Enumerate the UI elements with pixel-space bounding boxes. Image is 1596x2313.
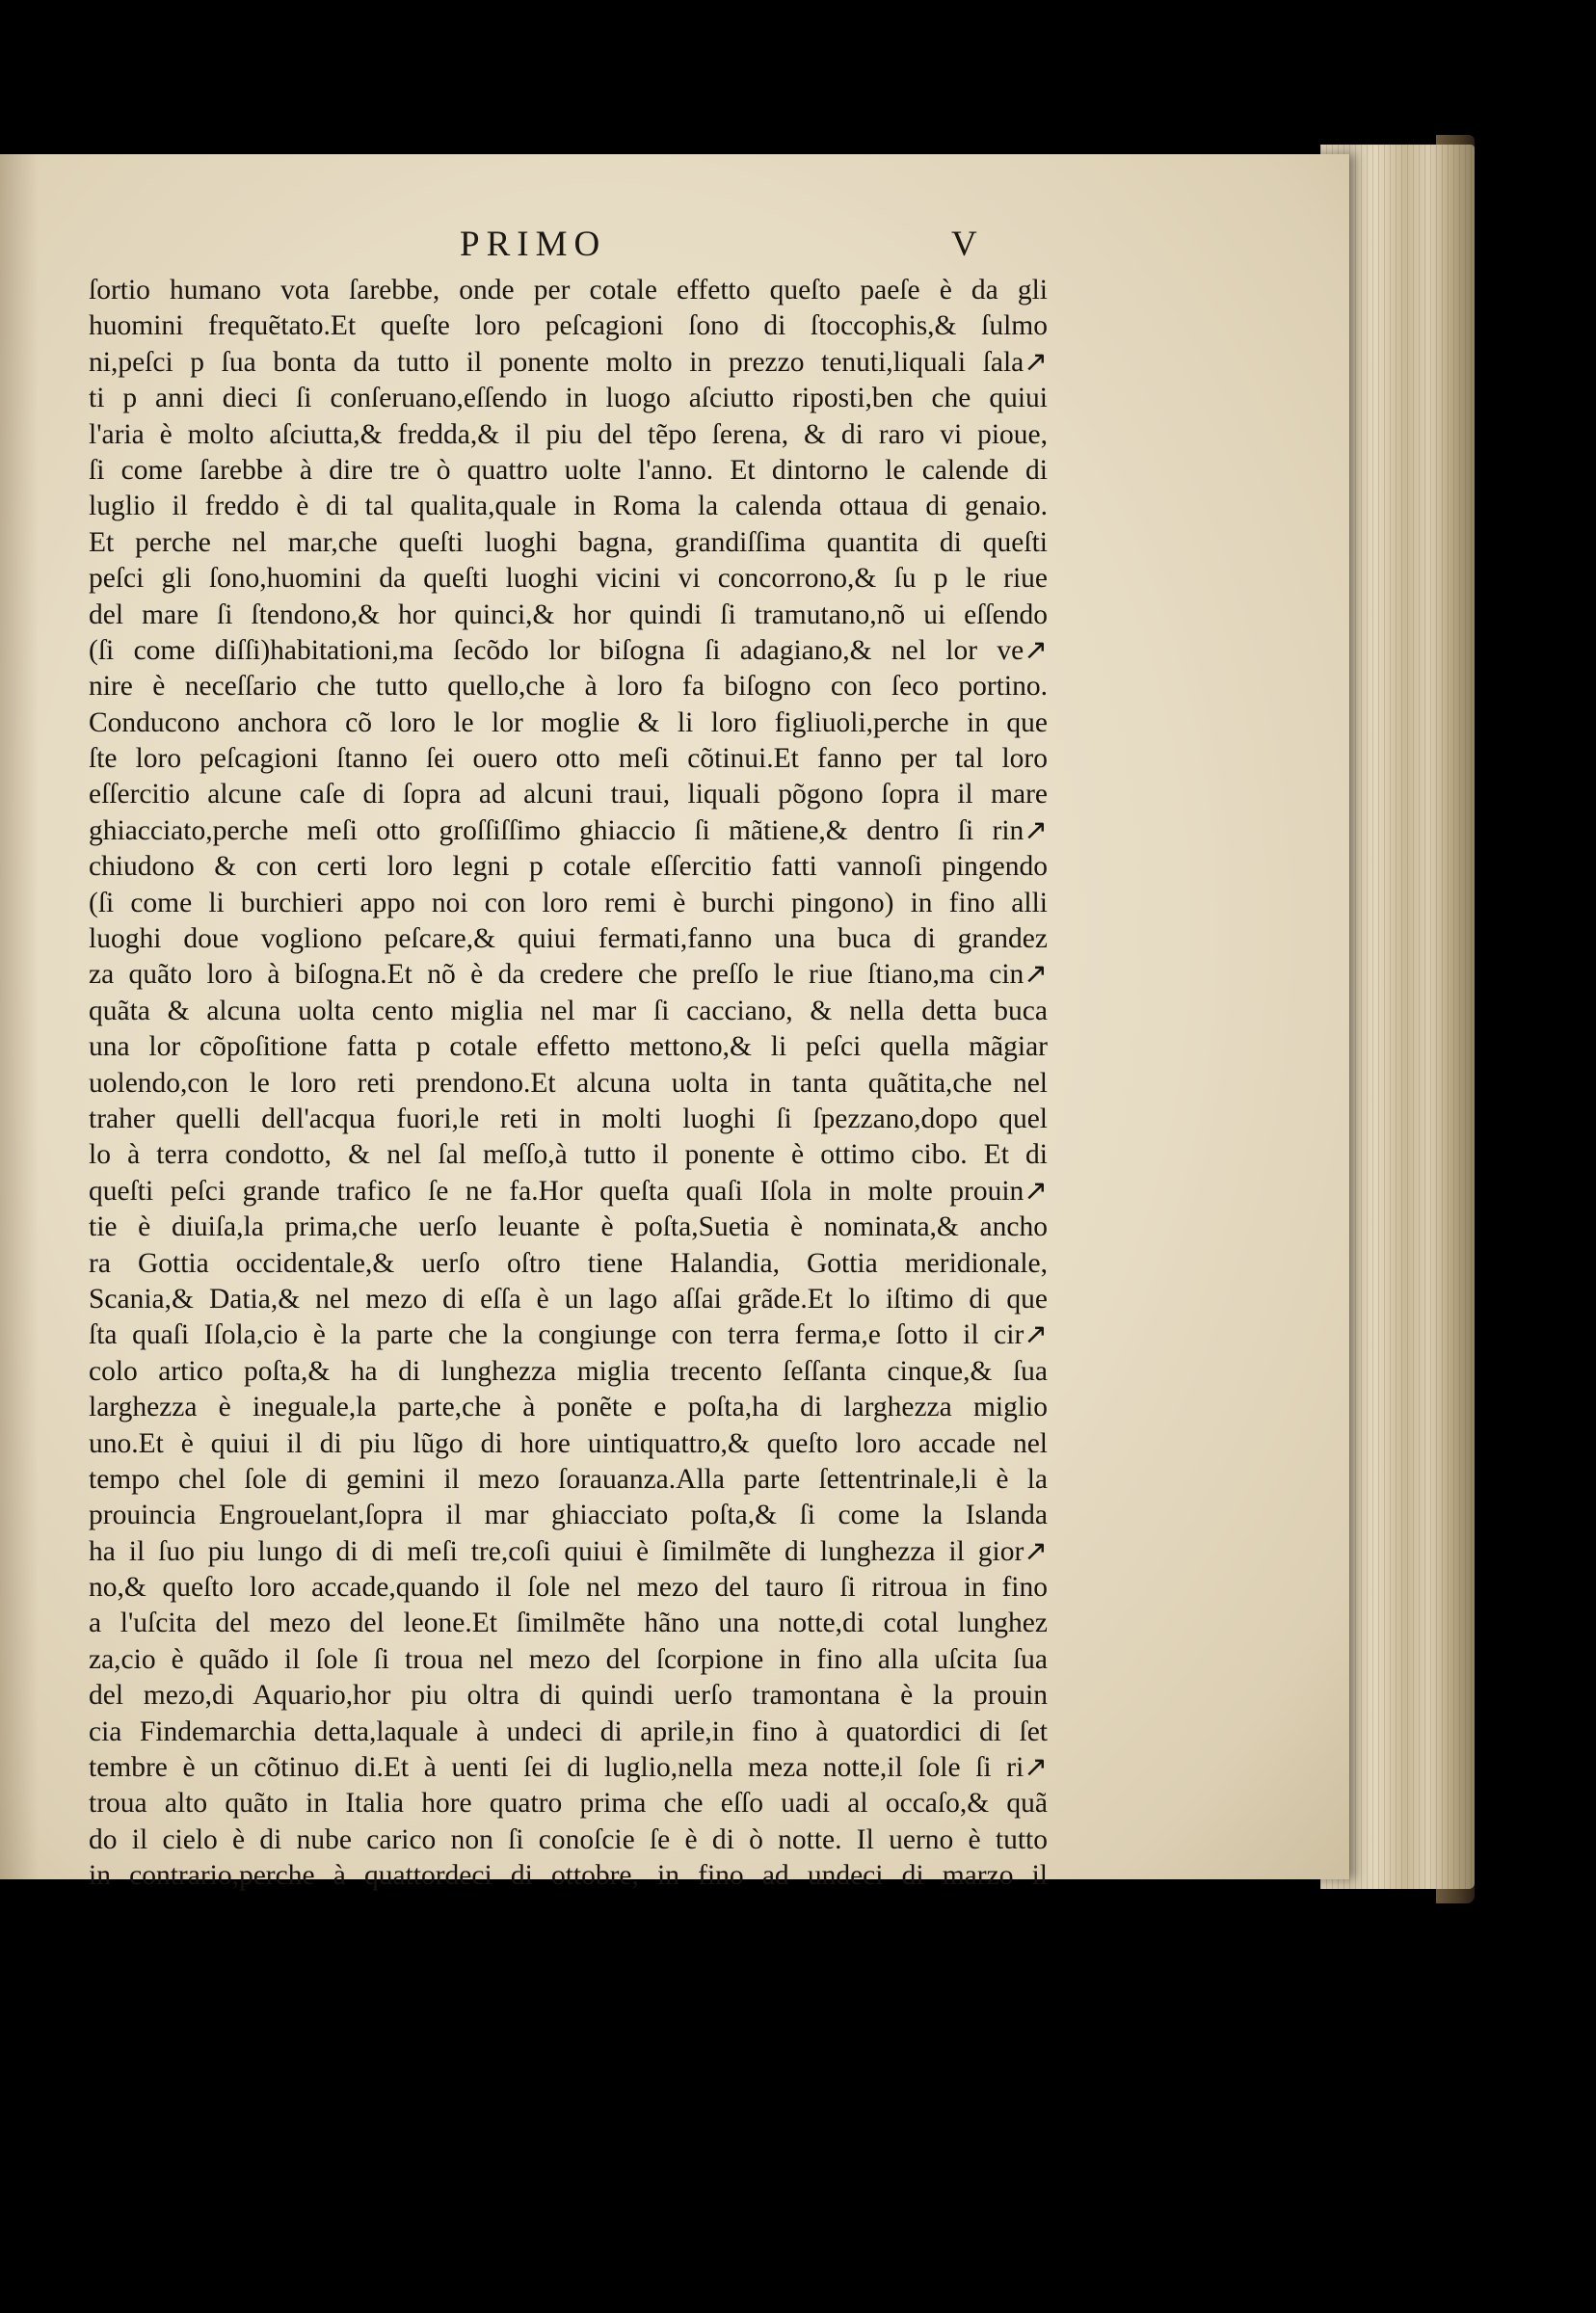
text-line: quãta & alcuna uolta cento miglia nel mar ſi cacciano, & nella detta buca (89, 995, 1048, 1026)
text-line: ni,peſci p ſua bonta da tutto il ponente molto in prezzo tenuti,liquali ſala↗ (89, 346, 1048, 378)
text-line: ra Gottia occidentale,& uerſo oſtro tiene Halandia, Gottia meridionale, (89, 1247, 1048, 1279)
text-line: no,& queſto loro accade,quando il ſole nel mezo del tauro ſi ritroua in fino (89, 1572, 1048, 1604)
text-line: larghezza è ineguale,la parte,che à ponẽte e poſta,ha di larghezza miglio (89, 1392, 1048, 1423)
text-line: una lor cõpoſitione fatta p cotale effetto mettono,& li peſci quella mãgiar (89, 1031, 1048, 1063)
text-line: a l'uſcita del mezo del leone.Et ſimilmẽte hãno una notte,di cotal lunghez (89, 1608, 1048, 1639)
text-line: prouincia Engrouelant,ſopra il mar ghiacciato poſta,& ſi come la Islanda (89, 1500, 1048, 1531)
text-line: colo artico poſta,& ha di lunghezza miglia trecento ſeſſanta cinque,& ſua (89, 1355, 1048, 1387)
text-line: ſta quaſi Iſola,cio è la parte che la congiunge con terra ferma,e ſotto il cir↗ (89, 1319, 1048, 1351)
text-line: cia Findemarchia detta,laquale à undeci di aprile,in fino à quatordici di ſet (89, 1715, 1048, 1747)
running-title: PRIMO (460, 225, 607, 264)
text-line: queſti peſci grande trafico ſe ne fa.Hor queſta quaſi Iſola in molte prouin↗ (89, 1175, 1048, 1207)
text-line: l'aria è molto aſciutta,& fredda,& il piu del tẽpo ſerena, & di raro vi pioue, (89, 418, 1048, 450)
text-line: luoghi doue vogliono peſcare,& quiui fermati,fanno una buca di grandez (89, 923, 1048, 955)
text-line: za quãto loro à biſogna.Et nõ è da credere che preſſo le riue ſtiano,ma cin↗ (89, 959, 1048, 991)
text-line: lo à terra condotto, & nel ſal meſſo,à tutto il ponente è ottimo cibo. Et di (89, 1139, 1048, 1171)
text-line: Conducono anchora cõ loro le lor moglie & li loro figliuoli,perche in que (89, 706, 1048, 738)
text-line: troua alto quãto in Italia hore quatro prima che eſſo uadi al occaſo,& quã (89, 1788, 1048, 1820)
text-line: luglio il freddo è di tal qualita,quale in Roma la calenda ottaua di genaio. (89, 491, 1048, 522)
text-line: uno.Et è quiui il di piu lũgo di hore uintiquattro,& queſto loro accade nel (89, 1427, 1048, 1459)
text-line: za,cio è quãdo il ſole ſi troua nel mezo del ſcorpione in fino alla uſcita ſua (89, 1643, 1048, 1675)
text-line: chiudono & con certi loro legni p cotale eſſercitio fatti vannoſi pingendo (89, 851, 1048, 883)
text-line: tempo chel ſole di gemini il mezo ſorauanza.Alla parte ſettentrinale,li è la (89, 1463, 1048, 1495)
text-line: in contrario,perche à quattordeci di ottobre, in fino ad undeci di marzo il (89, 1860, 1048, 1892)
text-line: del mare ſi ſtendono,& hor quinci,& hor quindi ſi tramutano,nõ ui eſſendo (89, 598, 1048, 630)
text-line: ha il ſuo piu lungo di di meſi tre,coſi quiui è ſimilmẽte di lunghezza il gior↗ (89, 1535, 1048, 1567)
text-line: traher quelli dell'acqua fuori,le reti in molti luoghi ſi ſpezzano,dopo quel (89, 1103, 1048, 1134)
text-line: Et perche nel mar,che queſti luoghi bagna, grandiſſima quantita di queſti (89, 526, 1048, 558)
text-line: del mezo,di Aquario,hor piu oltra di quindi uerſo tramontana è la prouin (89, 1680, 1048, 1712)
text-line: peſci gli ſono,huomini da queſti luoghi vicini vi concorrono,& ſu p le riue (89, 563, 1048, 595)
book-page (0, 154, 1349, 1892)
folio-number: V (951, 225, 977, 264)
text-line: ghiacciato,perche meſi otto groſſiſſimo ghiaccio ſi mãtiene,& dentro ſi rin↗ (89, 814, 1048, 846)
text-line: tie è diuiſa,la prima,che uerſo leuante è poſta,Suetia è nominata,& ancho (89, 1211, 1048, 1243)
text-line: eſſercitio alcune caſe di ſopra ad alcuni traui, liquali põgono ſopra il mare (89, 779, 1048, 811)
text-line: tembre è un cõtinuo di.Et à uenti ſei di luglio,nella meza notte,il ſole ſi ri↗ (89, 1752, 1048, 1784)
text-line: uolendo,con le loro reti prendono.Et alcuna uolta in tanta quãtita,che nel (89, 1067, 1048, 1099)
text-line: ſortio humano vota ſarebbe, onde per cotale effetto queſto paeſe è da gli (89, 275, 1048, 306)
text-line: ſte loro peſcagioni ſtanno ſei ouero otto meſi cõtinui.Et fanno per tal loro (89, 743, 1048, 775)
text-line: nire è neceſſario che tutto quello,che à loro fa biſogno con ſeco portino. (89, 671, 1048, 703)
text-line: do il cielo è di nube carico non ſi conoſcie ſe è di ò notte. Il uerno è tutto (89, 1823, 1048, 1855)
text-line: ſi come ſarebbe à dire tre ò quattro uolte l'anno. Et dintorno le calende di (89, 454, 1048, 486)
text-line: huomini frequẽtato.Et queſte loro peſcagioni ſono di ſtoccophis,& ſulmo (89, 310, 1048, 342)
page-header (89, 224, 1052, 272)
text-line: ti p anni dieci ſi conſeruano,eſſendo in luogo aſciutto riposti,ben che quiui (89, 383, 1048, 414)
text-line: Scania,& Datia,& nel mezo di eſſa è un lago aſſai grãde.Et lo iſtimo di que (89, 1283, 1048, 1315)
text-line: (ſi come li burchieri appo noi con loro remi è burchi pingono) in fino alli (89, 887, 1048, 918)
text-line: (ſi come diſſi)habitationi,ma ſecõdo lor biſogna ſi adagiano,& nel lor ve↗ (89, 634, 1048, 666)
body-text (89, 273, 1048, 1895)
